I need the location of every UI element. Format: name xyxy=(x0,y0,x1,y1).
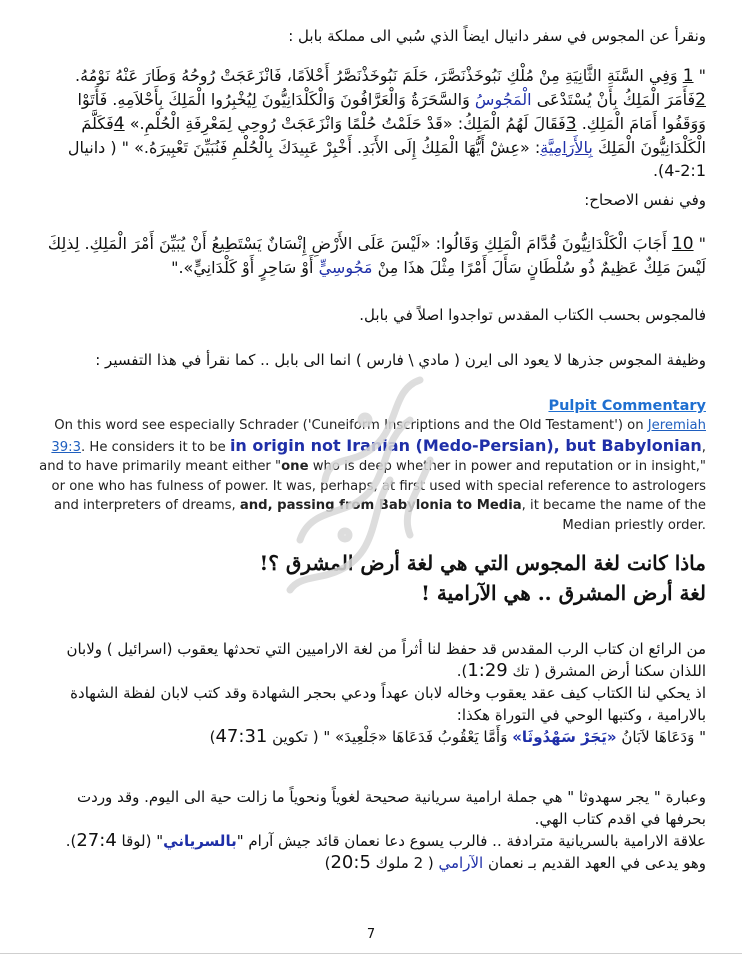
commentary-text: who is deep whether in power and reputation or in insight," or one who has fulness of power. It was, perhaps, at first used with special reference to astrologers and interpreters of dreams, xyxy=(51,459,706,513)
heading-line-1: ماذا كانت لغة المجوس التي هي لغة أرض المشرق ؟! xyxy=(259,551,706,575)
quote-text: ) xyxy=(209,728,216,746)
roots-paragraph xyxy=(36,350,706,371)
reference-number: 20:5 xyxy=(330,852,371,873)
verse-number: 2 xyxy=(695,90,706,110)
page-number: 7 xyxy=(366,927,376,942)
verse-text: فَقَالَ لَهُمُ الْمَلِكُ: «قَدْ حَلَمْتُ حُلْمًا وَانْزَعَجَتْ رُوحِي لِمَعْرِفَةِ الْحُلْمِ.» xyxy=(129,114,566,133)
jacob-laban-paragraph xyxy=(36,638,706,748)
verse-text: أَوْ سَاحِرٍ أَوْ كَلْدَانِيٍّ»." xyxy=(171,258,314,277)
verse-text: أَجَابَ الْكَلْدَانِيُّونَ قُدَّامَ الْمَلِكِ وَقَالُوا: «لَيْسَ عَلَى الأَرْضِ إِنْسَانٌ يَسْتَطِيعُ أَنْ يُبَيِّنَ أَمْرَ الْمَلِكِ. لِذلِكَ لَيْسَ مَلِكٌ عَظِيمٌ ذُو سُلْطَانٍ سَأَلَ أَمْرًا مِثْلَ هذَا مِنْ xyxy=(47,234,706,277)
aramaic-syriac-paragraph xyxy=(36,786,706,874)
paragraph-text: ) xyxy=(324,854,331,872)
paragraph-text: ). xyxy=(456,662,468,680)
paragraph-text: من الرائع ان كتاب الرب المقدس قد حفظ لنا أثراً من لغة الاراميين التي تحدثها يعقوب (اسرائيل ) ولابان اللذان سكنا أرض المشرق ( تك xyxy=(66,640,706,680)
highlight-magi: الْمَجُوسُ xyxy=(474,90,532,109)
paragraph-text: وعبارة " يجر سهدوثا " هي جملة ارامية سريانية صحيحة لغوياً ونحوياً ما زالت حية الى اليوم. وقد وردت بحرفها في اقدم كتاب الهي. xyxy=(77,788,706,828)
paragraph-text: اذ يحكي لنا الكتاب كيف عقد يعقوب وخاله لابان عهداً ودعي بحجر الشهادة وقد كتب لابان لفظة الشهادة بالارامية ، وكتبها الوحي في التوراة هكذا: xyxy=(70,684,706,724)
highlight-syriac: بالسرياني xyxy=(163,832,237,850)
roots-text: وظيفة المجوس جذرها لا يعود الى ايرن ( مادي \ فارس ) انما الى بابل .. كما نقرأ في هذا التفسير : xyxy=(95,351,706,369)
babylon-paragraph xyxy=(36,305,706,326)
reference-number: 47:31 xyxy=(215,726,268,747)
daniel-2-quote xyxy=(36,64,706,182)
same-chapter-paragraph xyxy=(36,190,706,211)
citation: " ( دانيال 2:1-4). xyxy=(67,138,706,180)
verse-number: 4 xyxy=(113,114,125,134)
pulpit-commentary-text xyxy=(36,416,706,535)
paragraph-text: علاقة الارامية بالسريانية مترادفة .. فالرب يسوع دعا نعمان قائد جيش آرام " xyxy=(236,832,706,850)
verse-number: 10 xyxy=(671,234,694,254)
verse-number: 1 xyxy=(682,66,694,86)
paragraph-text: وهو يدعى في العهد القديم بـ نعمان xyxy=(487,854,706,872)
same-chapter-text: وفي نفس الاصحاح: xyxy=(584,191,706,209)
page-bottom-divider xyxy=(0,953,742,954)
intro-text: ونقرأ عن المجوس في سفر دانيال ايضاً الذي سُبي الى مملكة بابل : xyxy=(288,27,706,45)
verse-text: فَأَمَرَ الْمَلِكُ بِأَنْ يُسْتَدْعَى xyxy=(536,90,696,109)
open-quote: " xyxy=(698,66,706,85)
commentary-text: . He considers it to be xyxy=(81,439,230,455)
commentary-text: , it became the name of the Median priestly order. xyxy=(521,498,706,533)
highlight-aramaic: بِالأَرَامِيَّةِ xyxy=(540,138,593,157)
reference-number: 1:29 xyxy=(467,660,508,681)
commentary-text: On this word see especially Schrader ('Cuneiform Inscriptions and the Old Testament') on xyxy=(54,418,648,433)
heading-line-2: لغة أرض المشرق .. هي الآرامية ! xyxy=(421,581,706,605)
highlight-origin: in origin not Iranian (Medo-Persian), but Babylonian xyxy=(229,435,702,455)
reference-number: 27:4 xyxy=(76,830,117,851)
highlight-aramean: الآرامي xyxy=(438,854,484,872)
quote-text: وَأَمَّا يَعْقُوبُ فَدَعَاهَا «جَلْعِيدَ» " ( تكوين xyxy=(267,728,508,746)
commentary-text: , and to have primarily meant either " xyxy=(39,439,706,474)
quote-text: " وَدَعَاهَا لاَبَانُ xyxy=(621,728,706,746)
highlight-magi: مَجُوسِيٍّ xyxy=(318,258,373,277)
paragraph-text: " (لوقا xyxy=(116,832,164,850)
open-quote: " xyxy=(698,234,706,253)
jeremiah-link[interactable]: Jeremiah 39:3 xyxy=(51,418,706,455)
paragraph-text: ( 2 ملوك xyxy=(370,854,439,872)
verse-text: وَفِي السَّنَةِ الثَّانِيَةِ مِنْ مُلْكِ نَبُوخَذْنَصَّرَ، حَلَمَ نَبُوخَذْنَصَّرُ أَحْلاَمًا، فَانْزَعَجَتْ رُوحُهُ وَطَارَ عَنْهُ نَوْمُهُ. xyxy=(75,66,678,85)
section-heading xyxy=(36,548,706,608)
intro-paragraph xyxy=(36,26,706,47)
verse-text: : «عِشْ أَيُّهَا الْمَلِكُ إِلَى الأَبَدِ. أَخْبِرْ عَبِيدَكَ بِالْحُلْمِ فَنُبَيِّنَ تَعْبِيرَهُ.» xyxy=(134,138,541,157)
verse-text: فَكَلَّمَ الْكَلْدَانِيُّونَ الْمَلِكَ xyxy=(81,114,706,157)
daniel-2-10-quote xyxy=(36,232,706,279)
babylon-text: فالمجوس بحسب الكتاب المقدس تواجدوا اصلاً في بابل. xyxy=(359,306,706,324)
bold-babylonia-media: and, passing from Babylonia to Media xyxy=(239,498,522,513)
verse-number: 3 xyxy=(565,114,577,134)
highlight-yegar-sahadutha: «يَجَرْ سَهْدُوثَا» xyxy=(512,728,617,746)
bold-one: one xyxy=(281,459,309,474)
verse-text: وَالسَّحَرَةُ وَالْعَرَّافُونَ وَالْكَلْدَانِيُّونَ لِيُخْبِرُوا الْمَلِكَ بِأَحْلاَمِهِ. فَأَتَوْا وَوَقَفُوا أَمَامَ الْمَلِكِ. xyxy=(77,90,706,133)
pulpit-commentary-title[interactable]: Pulpit Commentary xyxy=(548,398,706,414)
paragraph-text: ). xyxy=(65,832,77,850)
